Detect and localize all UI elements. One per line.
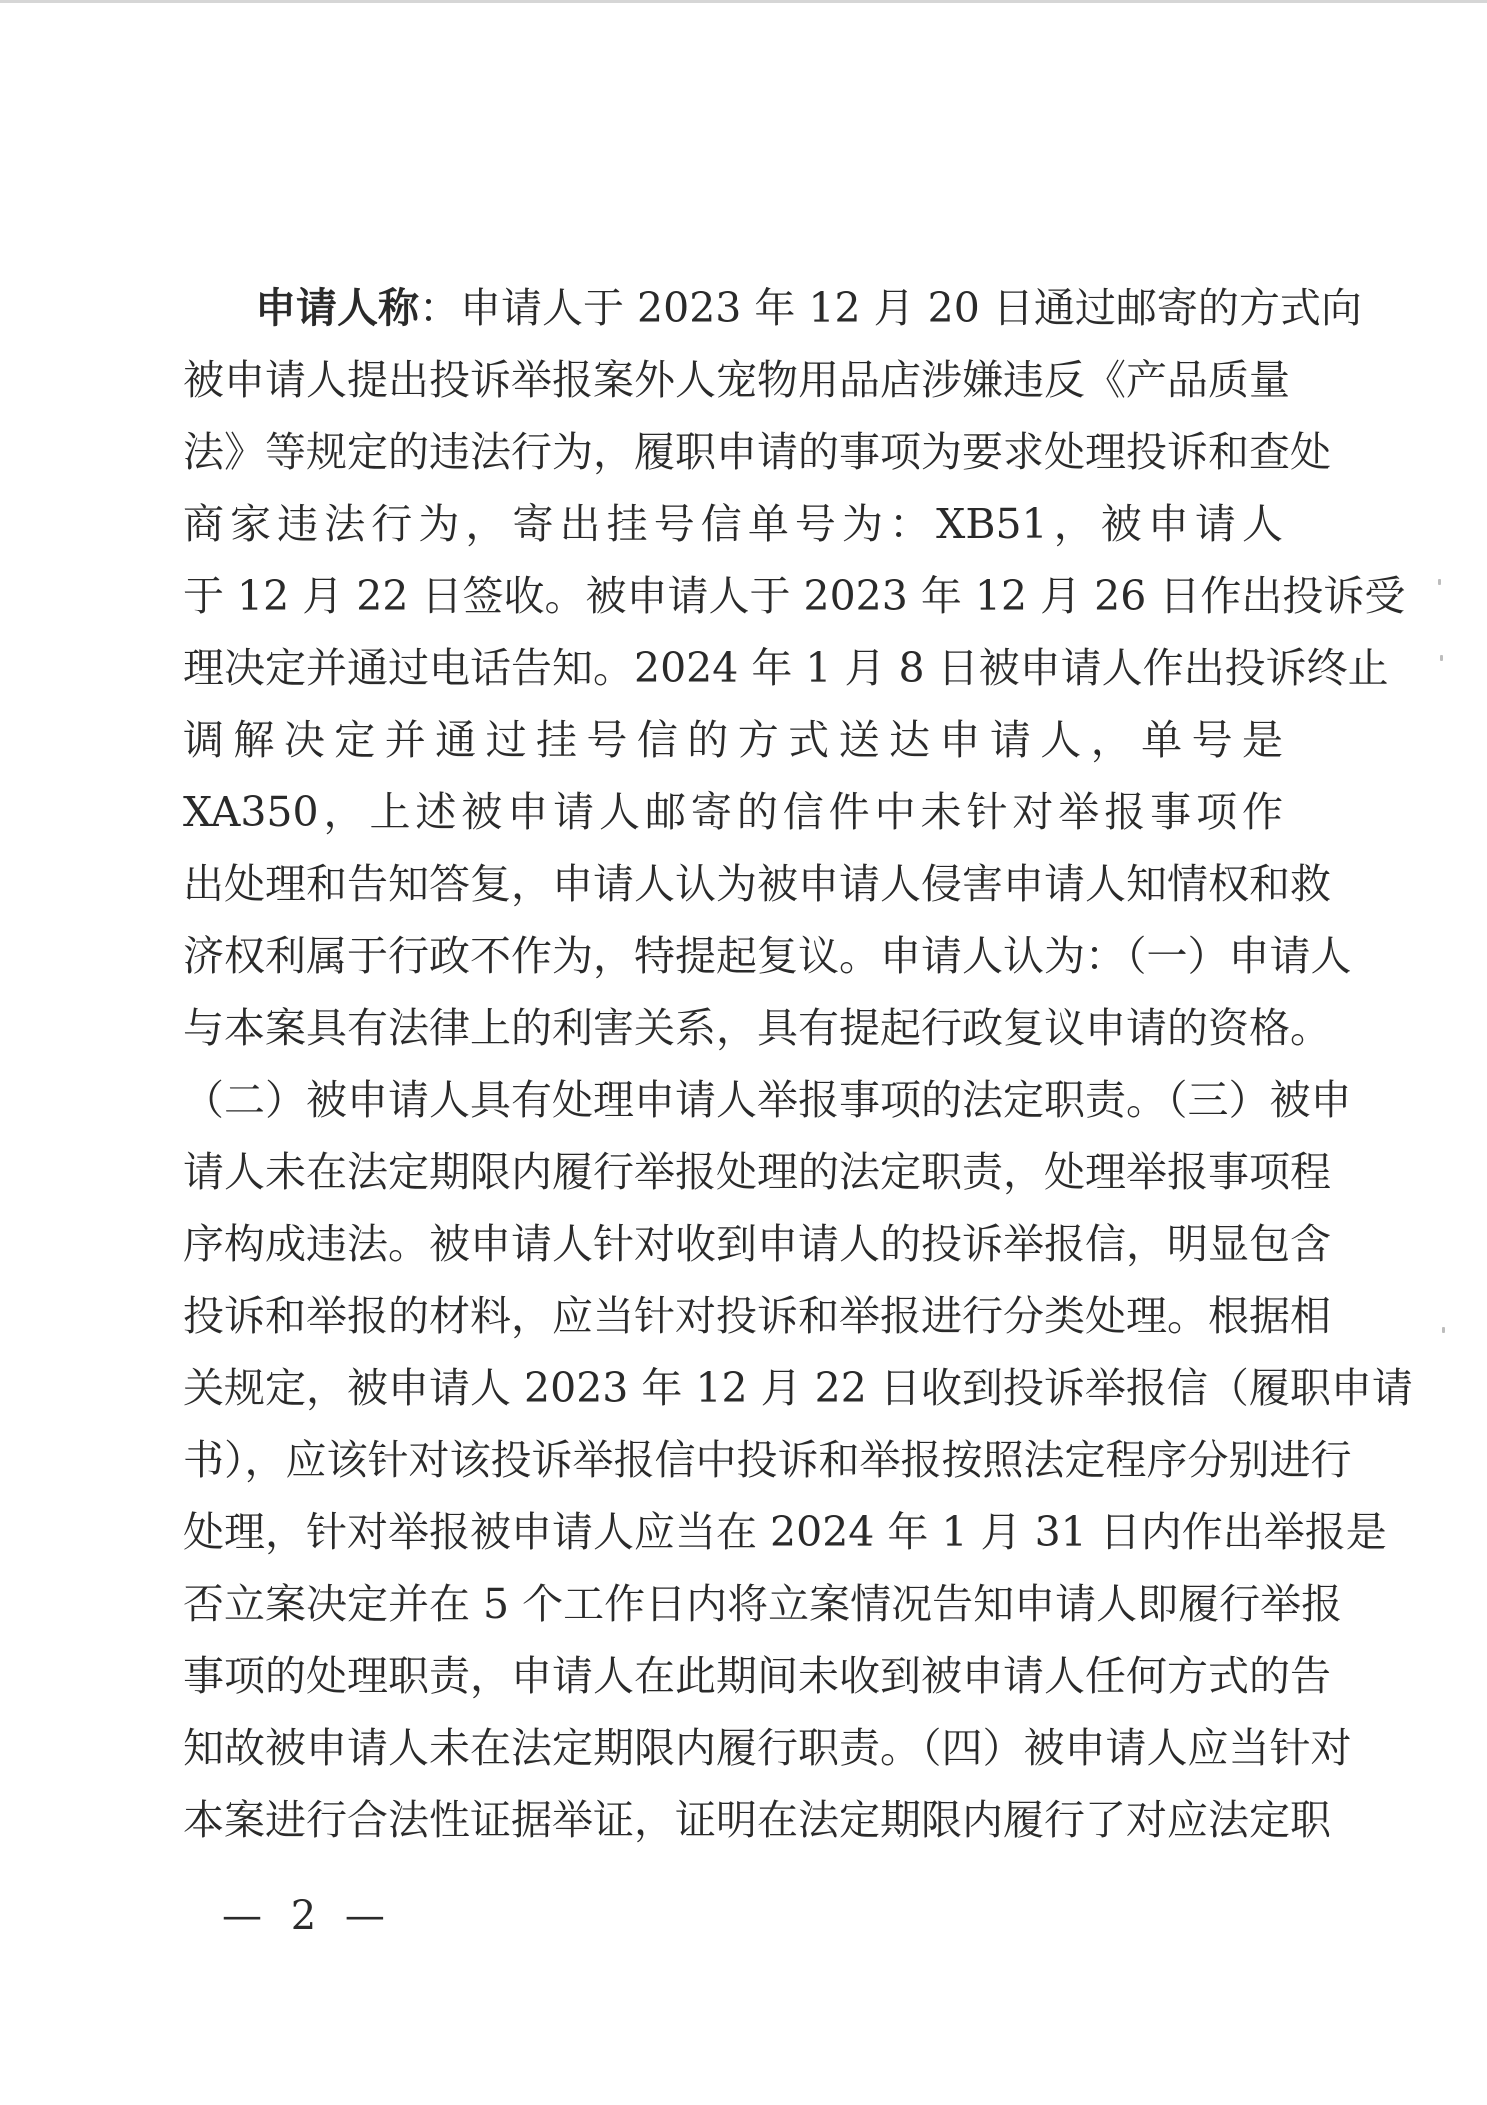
text-line-11: 与本案具有法律上的利害关系，具有提起行政复议申请的资格。 (183, 1004, 1331, 1052)
lead-label: 申请人称 (255, 284, 419, 332)
page-number: — 2 — (222, 1893, 393, 1939)
text-line-9: 出处理和告知答复，申请人认为被申请人侵害申请人知情权和救 (183, 860, 1331, 908)
text-line-22: 本案进行合法性证据举证，证明在法定期限内履行了对应法定职 (183, 1796, 1331, 1844)
text-line-2: 被申请人提出投诉举报案外人宠物用品店涉嫌违反《产品质量 (183, 356, 1290, 404)
text-line-8-a: XA3 (183, 788, 267, 836)
text-line-10: 济权利属于行政不作为，特提起复议。申请人认为：（一）申请人 (183, 932, 1352, 980)
text-line-13: 请人未在法定期限内履行举报处理的法定职责，处理举报事项程 (183, 1148, 1331, 1196)
text-line-20: 事项的处理职责，申请人在此期间未收到被申请人任何方式的告 (183, 1652, 1331, 1700)
text-line-5: 于 12 月 22 日签收。被申请人于 2023 年 12 月 26 日作出投诉受 (183, 572, 1406, 620)
text-line-3: 法》等规定的违法行为，履职申请的事项为要求处理投诉和查处 (183, 428, 1331, 476)
text-line-7: 调解决定并通过挂号信的方式送达申请人，单号是 (183, 716, 1283, 764)
text-line-4 (183, 488, 1283, 560)
text-line-15: 投诉和举报的材料，应当针对投诉和举报进行分类处理。根据相 (183, 1292, 1331, 1340)
scan-speck (1442, 1327, 1445, 1333)
text-line-4-a: 商家违法行为，寄出挂号信单号为：XB (183, 500, 996, 548)
text-line-1 (183, 272, 1362, 344)
document-body (183, 272, 1413, 1856)
text-line-19: 否立案决定并在 5 个工作日内将立案情况告知申请人即履行举报 (183, 1580, 1343, 1628)
text-line-12: （二）被申请人具有处理申请人举报事项的法定职责。（三）被申 (183, 1076, 1352, 1124)
scan-speck (1440, 655, 1443, 661)
text-line-6: 理决定并通过电话告知。2024 年 1 月 8 日被申请人作出投诉终止 (183, 644, 1389, 692)
scan-speck (1438, 579, 1441, 585)
text-line-14: 序构成违法。被申请人针对收到申请人的投诉举报信，明显包含 (183, 1220, 1331, 1268)
text-line-17: 书），应该针对该投诉举报信中投诉和举报按照法定程序分别进行 (183, 1436, 1352, 1484)
text-line-1-rest: ：申请人于 2023 年 12 月 20 日通过邮寄的方式向 (419, 284, 1362, 332)
text-line-8 (183, 776, 1283, 848)
scan-top-edge (0, 0, 1487, 3)
text-line-8-b: 50，上述被申请人邮寄的信件中未针对举报事项作 (266, 788, 1283, 836)
text-line-18: 处理，针对举报被申请人应当在 2024 年 1 月 31 日内作出举报是 (183, 1508, 1387, 1556)
text-line-4-b: 51，被申请人 (995, 500, 1283, 548)
text-line-21: 知故被申请人未在法定期限内履行职责。（四）被申请人应当针对 (183, 1724, 1352, 1772)
text-line-16: 关规定，被申请人 2023 年 12 月 22 日收到投诉举报信（履职申请 (183, 1364, 1413, 1412)
